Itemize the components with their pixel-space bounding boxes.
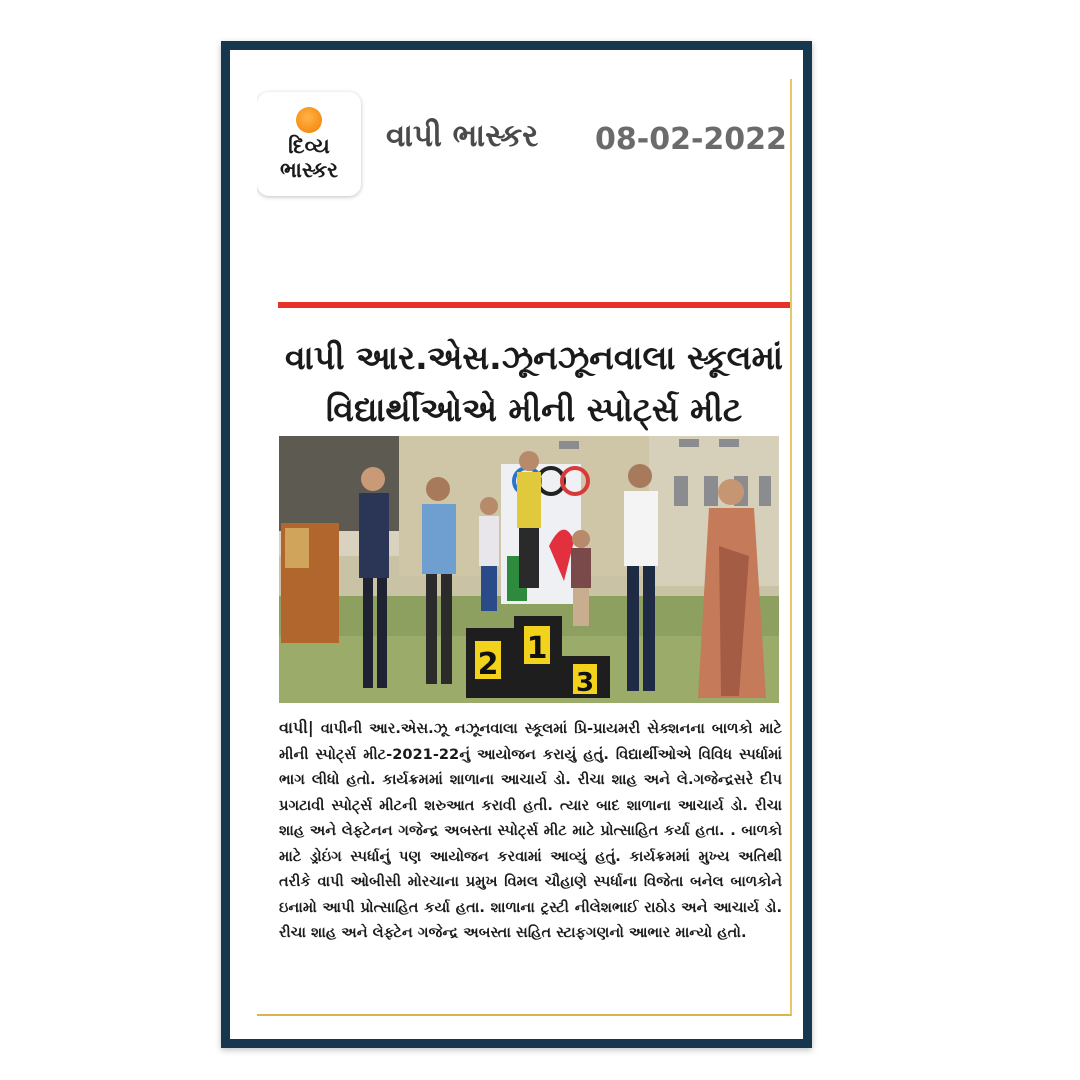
newspaper-clipping: [257, 79, 792, 1016]
news-photo: [279, 436, 779, 703]
headline-line2: વિદ્યાર્થીઓએ મીની સ્પોર્ટ્સ મીટ: [325, 390, 743, 429]
article-dateline: વાપી|: [279, 718, 314, 737]
podium-photo-illustration: [279, 436, 779, 703]
edition-name: વાપી ભાસ્કર: [386, 118, 539, 154]
sun-icon: [296, 107, 322, 133]
podium-second-label: 2: [477, 647, 499, 682]
headline-line1: વાપી આર.એસ.ઝૂનઝૂનવાલા સ્કૂલમાં: [285, 338, 783, 377]
logo-text-line2: ભાસ્કર: [279, 158, 339, 182]
podium-third-label: 3: [575, 668, 595, 698]
red-divider: [278, 302, 790, 308]
podium-first-label: 1: [526, 631, 548, 666]
divya-bhaskar-logo: [257, 92, 361, 196]
publication-date: 08-02-2022: [595, 122, 787, 157]
article-text: વાપીની આર.એસ.ઝૂ નઝૂનવાલા સ્કૂલમાં પ્રિ-પ્રાયમરી સેક્શનના બાળકો માટે મીની સ્પોર્ટ્સ મીટ-2021-22નું આયોજન કરાયું હતું. વિદ્યાર્થીઓએ વિવિધ સ્પર્ધામાં ભાગ લીધો હતો. કાર્યક્રમમાં શાળાના આચાર્ય ડો. રીચા શાહ અને લે.ગજેન્દ્રસરે દીપ પ્રગટાવી સ્પોર્ટ્સ મીટની શરુઆત કરાવી હતી. ત્યાર બાદ શાળાના આચાર્ય ડો. રીચા શાહ અને લેફ્ટેનન ગજેન્દ્ર અબસ્તા સ્પોર્ટ્સ મીટ માટે પ્રોત્સાહિત કર્યા હતા. . બાળકો માટે ડ્રોઇંગ સ્પર્ધાનું પણ આયોજન કરવામાં આવ્યું હતું. કાર્યક્રમમાં મુખ્ય અતિથી તરીકે વાપી ઓબીસી મોરચાના પ્રમુખ વિમલ ચૌહાણે સ્પર્ધાના વિજેતા બનેલ બાળકોને ઇનામો આપી પ્રોત્સાહિત કર્યા હતા. શાળાના ટ્રસ્ટી નીલેશભાઈ રાઠોડ અને આચાર્ય ડો. રીચા શાહ અને લેફ્ટેન ગજેન્દ્ર અબસ્તા સહિત સ્ટાફગણનો આભાર માન્યો હતો.: [279, 720, 782, 941]
logo-text-line1: દિવ્ય: [288, 134, 330, 158]
article-body: [279, 715, 782, 946]
clipping-frame: [221, 41, 812, 1048]
